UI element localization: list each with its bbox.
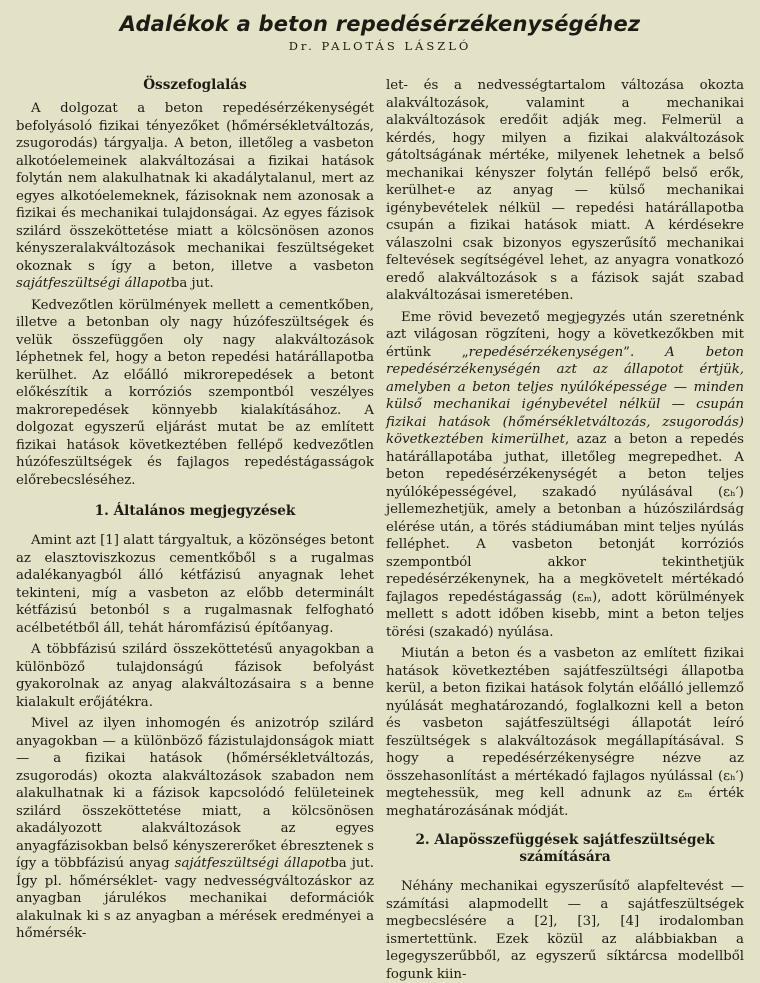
summary-paragraph-1: A dolgozat a beton repedésérzékenységét befolyásoló fizikai tényezőket (hőmérsékletváltozás, zsugorodás) tárgyalja. A beton, illetőleg a vasbeton alkotóelemeinek alakváltozásai a fizikai hatások folytán nem alakulhatnak ki akadálytalanul, mert az egyes alkotóelemeknek, fázisoknak nem azonosak a fizikai és mechanikai tulajdonságai. Az egyes fázisok szilárd összeköttetése miatt a kölcsönösen azonos kényszeralakváltozások mechanikai feszültségeket okoznak s így a beton, illetve a vasbeton sajátfeszültségi állapotba jut. [16, 101, 374, 291]
definition-emphasis: A beton repedésérzékenységén azt az állapotot értjük, amelyben a beton teljes nyúlóképessége — minden külső mechanikai igénybevétel nélkül — csupán fizikai hatások (hőmérsékletváltozás, zsugorodás) következtében kimerülhet [386, 344, 744, 447]
summary-paragraph-2: Kedvezőtlen körülmények mellett a cementkőben, illetve a betonban oly nagy húzófeszültségek és velük összefüggően oly nagy alakváltozások léphetnek fel, hogy a beton repedési határállapotba kerülhet. Az előálló mikrorepedések a betont előkészítik a korróziós szempontból veszélyes makrorepedések könnyebb kialakításához. A dolgozat egyszerű eljárást mutat be az említett fizikai hatások következtében fellépő kedvezőtlen húzófeszültségek és fajlagos repedéstágasságok előrebecsléséhez. [16, 297, 374, 488]
article-title: Adalékok a beton repedésérzékenységéhez [119, 12, 641, 36]
emphasis-text: repedésérzékenységen [468, 344, 624, 360]
body-paragraph: Néhány mechanikai egyszerűsítő alapfeltevést — számítási alapmodellt — a sajátfeszültségek megbecslésére a [2], [3], [4] irodalomban ismertettünk. Ezek közül az alábbiakban a legegyszerűbből, az egyszerű síktárcsa modellből fogunk kiin- [386, 879, 744, 982]
definition-paragraph: Eme rövid bevezető megjegyzés után szeretnénk azt világosan rögzíteni, hogy a következőkben mit értünk „repedésérzékenységen”. A beton repedésérzékenységén azt az állapotot értjük, amelyben a beton teljes nyúlóképessége — minden külső mechanikai igénybevétel nélkül — csupán fizikai hatások (hőmérsékletváltozás, zsugorodás) következtében kimerülhet, azaz a beton a repedés határállapotába juthat, illetőleg megrepedhet. A beton repedésérzékenységét a beton teljes nyúlóképességével, szakadó nyúlásával (εₕ′) jellemezhetjük, amely a betonban a húzószilárdság elérése után, a törés stádiumában mint teljes nyúlás felléphet. A vasbeton betonját korróziós szempontból akkor tekinthetjük repedésérzékenynek, ha a megkövetelt mértékadó fajlagos repedéstágasság (εₘ), adott körülmények mellett s adott időben kisebb, mint a beton teljes törési (szakadó) nyúlása. [386, 309, 745, 640]
emphasis-text: sajátfeszültségi állapot [174, 856, 331, 871]
article-author: Dr. PALOTÁS LÁSZLÓ [288, 39, 472, 53]
left-column [16, 77, 374, 983]
body-paragraph: let- és a nedvességtartalom változása okozta alakváltozások, valamint a mechanikai alakváltozások eredőit adják meg. Felmerül a kérdés, hogy milyen a fizikai alakváltozások gátoltságának mértéke, milyenek lehetnek a belső mechanikai kényszer folytán fellépő belső erők, kerülhet-e az anyag — külső mechanikai igénybevételek nélkül — repedési határállapotba csupán a fizikai hatások miatt. A kérdésekre válaszolni csak bizonyos egyszerűsítő mechanikai feltevések segítségével lehet, az anyagra vonatkozó eredő alakváltozások s a fázisok saját szabad alakváltozásai ismeretében. [386, 78, 744, 303]
body-paragraph: Mivel az ilyen inhomogén és anizotróp szilárd anyagokban — a különböző fázistulajdonságok miatt — a fizikai hatások (hőmérsékletváltozás, zsugorodás) okozta alakváltozások szabadon nem alakulhatnak ki a fázisok kapcsolódó felületeinek szilárd összeköttetése miatt, a kölcsönösen akadályozott alakváltozások az egyes anyagfázisokban belső kényszererőket ébresztenek s így a többfázisú anyag sajátfeszültségi állapotba jut. Így pl. hőmérséklet- vagy nedvességváltozáskor az anyagban járulékos mechanikai deformációk alakulnak ki s az anyagban a mérések eredményei a hőmérsék- [16, 716, 374, 941]
right-column [386, 77, 744, 983]
body-paragraph: Miután a beton és a vasbeton az említett fizikai hatások következtében sajátfeszültségi állapotba kerül, a beton fizikai hatások folytán előálló jellemző nyúlását meghatározandó, foglalkozni kell a beton és vasbeton sajátfeszültségi állapotát leíró feszültségek s alakváltozások megállapításával. S hogy a repedésérzékenységre nézve az összehasonlítást a mértékadó fajlagos nyúlással (εₕ′) megtehessük, meg kell adnunk az εₘ érték meghatározásának módját. [386, 646, 744, 819]
section-2-heading: 2. Alapösszefüggések sajátfeszültségek számítására [415, 832, 715, 865]
body-paragraph: A többfázisú szilárd összeköttetésű anyagokban a különböző tulajdonságú fázisok befolyást gyakorolnak az anyag alakváltozásaira s a benne kialakult erőjátékra. [16, 642, 374, 710]
two-column-body [16, 77, 744, 983]
body-paragraph: Amint azt [1] alatt tárgyaltuk, a közönséges betont az elasztoviszkozus cementkőből s a rugalmas adalékanyagból álló kétfázisú anyagnak lehet tekinteni, míg a vasbeton az előbb determinált kétfázisú betonból s a rugalmasnak felfogható acélbetétből áll, tehát háromfázisú építőanyag. [16, 533, 374, 636]
section-1-heading: 1. Általános megjegyzések [94, 503, 296, 519]
emphasis-text: sajátfeszültségi állapot [16, 276, 171, 291]
summary-heading: Összefoglalás [143, 77, 247, 93]
